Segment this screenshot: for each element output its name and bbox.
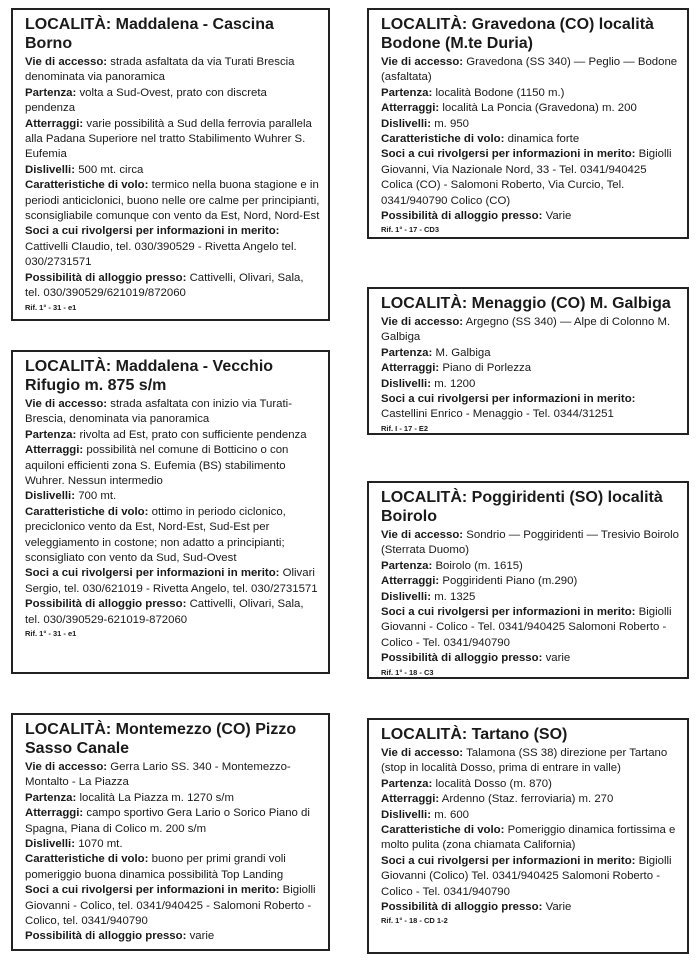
dislivelli-value: m. 600 bbox=[434, 808, 470, 821]
atterraggi-value: possibilità nel comune di Botticino o con aquiloni efficienti zona S. Eufemia (BS) stabilimento Wuhrer. Nessun intermedio bbox=[25, 444, 289, 488]
soci-value: Bigiolli Giovanni, Via Nazionale Nord, 33 - Tel. 0341/940425 Colica (CO) - Salomoni Roberto, Via Curcio, Tel. 0341/940790 Colico (CO) bbox=[381, 148, 672, 207]
soci-label: Soci a cui rivolgersi per informazioni in merito: bbox=[25, 567, 280, 580]
partenza bbox=[25, 86, 320, 117]
caratteristiche-di-volo bbox=[381, 823, 679, 854]
dislivelli-label: Dislivelli: bbox=[25, 490, 76, 503]
alloggio-label: Possibilità di alloggio presso: bbox=[381, 210, 543, 223]
soci-label: Soci a cui rivolgersi per informazioni in merito: bbox=[381, 148, 636, 161]
soci-label: Soci a cui rivolgersi per informazioni in merito: bbox=[25, 884, 280, 897]
soci bbox=[25, 883, 320, 929]
card-montemezzo bbox=[11, 713, 330, 951]
vie-value: strada asfaltata con inizio via Turati-Brescia, denominata via panoramica bbox=[25, 398, 292, 426]
partenza-label: Partenza: bbox=[25, 428, 77, 441]
soci bbox=[381, 392, 679, 423]
caratteristiche-di-volo bbox=[25, 852, 320, 883]
soci-value: Bigiolli Giovanni (Colico) Tel. 0341/940425 Salomoni Roberto - Colico - Tel. 0341/940790 bbox=[381, 854, 672, 898]
partenza-label: Partenza: bbox=[25, 86, 77, 99]
soci-label: Soci a cui rivolgersi per informazioni in merito: bbox=[381, 393, 636, 406]
card-gravedona bbox=[367, 8, 689, 239]
caratteristiche-value: ottimo in periodo ciclonico, preciclonico vento da Est, Nord-Est, Sud-Est per veleggiamento in costone; non adatto a principianti; sconsigliato con vento da Sud, Sud-Ovest bbox=[25, 505, 286, 565]
partenza bbox=[25, 791, 320, 806]
soci-label: Soci a cui rivolgersi per informazioni in merito: bbox=[381, 854, 636, 867]
vie-value: strada asfaltata da via Turati Brescia denominata via panoramica bbox=[25, 56, 295, 84]
vie-value: Talamona (SS 38) direzione per Tartano (stop in località Dosso, prima di entrare in valle) bbox=[381, 747, 668, 775]
card-maddalena-vecchio-rifugio bbox=[11, 350, 330, 674]
atterraggi bbox=[381, 792, 679, 807]
partenza-label: Partenza: bbox=[381, 777, 433, 790]
soci-label: Soci a cui rivolgersi per informazioni in merito: bbox=[381, 606, 636, 619]
partenza bbox=[381, 346, 679, 361]
partenza-label: Partenza: bbox=[381, 559, 433, 572]
dislivelli-value: m. 1200 bbox=[434, 377, 476, 390]
soci bbox=[25, 224, 320, 270]
card-maddalena-cascina-borno bbox=[11, 8, 330, 321]
vie-value: Sondrio — Poggiridenti — Tresivio Boirolo (Sterrata Duomo) bbox=[381, 529, 680, 557]
caratteristiche-label: Caratteristiche di volo: bbox=[25, 505, 149, 518]
alloggio-label: Possibilità di alloggio presso: bbox=[25, 598, 187, 611]
caratteristiche-di-volo bbox=[25, 505, 320, 567]
dislivelli bbox=[25, 489, 320, 504]
vie-label: Vie di accesso: bbox=[381, 747, 464, 759]
caratteristiche-label: Caratteristiche di volo: bbox=[381, 824, 505, 837]
caratteristiche-value: termico nella buona stagione e in periodi anticiclonici, buono nelle ore calme per principianti, sconsigliabile comunque con vento da Est, Nord, Nord-Est bbox=[25, 179, 320, 223]
vie-label: Vie di accesso: bbox=[25, 56, 108, 68]
card-tartano bbox=[367, 718, 689, 954]
alloggio-label: Possibilità di alloggio presso: bbox=[381, 901, 543, 914]
partenza-value: località Dosso (m. 870) bbox=[435, 777, 552, 790]
caratteristiche-label: Caratteristiche di volo: bbox=[381, 133, 505, 146]
partenza-value: località Bodone (1150 m.) bbox=[435, 86, 565, 99]
dislivelli-label: Dislivelli: bbox=[381, 117, 432, 130]
partenza-label: Partenza: bbox=[25, 791, 77, 804]
partenza-value: volta a Sud-Ovest, prato con discreta pendenza bbox=[25, 86, 267, 115]
atterraggi-label: Atterraggi: bbox=[381, 362, 440, 375]
alloggio-label: Possibilità di alloggio presso: bbox=[25, 271, 187, 284]
vie-di-accesso bbox=[25, 55, 320, 86]
vie-value: Argegno (SS 340) — Alpe di Colonno M. Galbiga bbox=[381, 316, 671, 344]
card-poggiridenti bbox=[367, 481, 689, 679]
alloggio bbox=[25, 929, 320, 944]
dislivelli bbox=[381, 808, 679, 823]
vie-di-accesso bbox=[381, 746, 679, 777]
card-title: LOCALITÀ: Maddalena - Cascina Borno bbox=[25, 16, 274, 52]
soci bbox=[25, 566, 320, 597]
vie-label: Vie di accesso: bbox=[381, 529, 464, 541]
dislivelli bbox=[381, 377, 679, 392]
atterraggi-value: varie possibilità a Sud della ferrovia parallela alla Padana Superiore nel tratto Stabilimento Wuhrer S. Eufemia bbox=[25, 117, 312, 161]
rif-reference: Rif. 1° - 18 - CD 1-2 bbox=[381, 916, 448, 926]
rif-reference: Rif. I - 17 - E2 bbox=[381, 423, 429, 433]
dislivelli-label: Dislivelli: bbox=[381, 377, 432, 390]
alloggio-value: Varie bbox=[545, 901, 572, 914]
soci-label: Soci a cui rivolgersi per informazioni in merito: bbox=[25, 225, 280, 238]
alloggio bbox=[381, 209, 679, 224]
soci-value: Bigiolli Giovanni - Colico, tel. 0341/940425 - Salomoni Roberto - Colico, tel. 0341/940790 bbox=[25, 884, 316, 928]
partenza-value: rivolta ad Est, prato con sufficiente pendenza bbox=[79, 428, 307, 441]
card-title: LOCALITÀ: Gravedona (CO) località Bodone (M.te Duria) bbox=[381, 16, 654, 52]
soci bbox=[381, 147, 679, 209]
alloggio-value: Cattivelli, Olivari, Sala, tel. 030/390529/621019/872060 bbox=[25, 271, 304, 300]
atterraggi-value: Ardenno (Staz. ferroviaria) m. 270 bbox=[441, 793, 614, 806]
partenza-value: località La Piazza m. 1270 s/m bbox=[79, 791, 234, 804]
alloggio-value: varie bbox=[189, 930, 215, 943]
rif-reference: Rif. 1° - 18 - C3 bbox=[381, 667, 434, 677]
dislivelli-label: Dislivelli: bbox=[25, 163, 76, 176]
caratteristiche-di-volo bbox=[381, 132, 679, 147]
soci-value: Cattivelli Claudio, tel. 030/390529 - Rivetta Angelo tel. 030/2731571 bbox=[25, 240, 297, 269]
rif-reference: Rif. 1° - 31 - e1 bbox=[25, 629, 77, 639]
dislivelli bbox=[25, 163, 320, 178]
caratteristiche-value: Pomeriggio dinamica fortissima e molto pulita (zona chiamata California) bbox=[381, 824, 676, 852]
atterraggi bbox=[381, 574, 679, 589]
atterraggi-value: Poggiridenti Piano (m.290) bbox=[442, 575, 578, 588]
atterraggi-value: Piano di Porlezza bbox=[442, 362, 532, 375]
atterraggi-value: campo sportivo Gera Lario o Sorico Piano di Spagna, Piana di Colico m. 200 s/m bbox=[25, 807, 310, 835]
atterraggi-label: Atterraggi: bbox=[25, 807, 84, 820]
alloggio bbox=[25, 597, 320, 628]
partenza-value: M. Galbiga bbox=[435, 346, 491, 359]
card-menaggio bbox=[367, 287, 689, 435]
dislivelli-value: 700 mt. bbox=[78, 490, 117, 503]
dislivelli bbox=[381, 590, 679, 605]
atterraggi bbox=[381, 361, 679, 376]
alloggio-label: Possibilità di alloggio presso: bbox=[381, 652, 543, 665]
atterraggi-label: Atterraggi: bbox=[381, 102, 440, 115]
atterraggi bbox=[25, 117, 320, 163]
partenza bbox=[381, 559, 679, 574]
partenza bbox=[381, 777, 679, 792]
vie-di-accesso bbox=[381, 55, 679, 86]
dislivelli-value: m. 950 bbox=[434, 117, 470, 130]
alloggio bbox=[25, 271, 320, 302]
vie-di-accesso bbox=[25, 760, 320, 791]
partenza-label: Partenza: bbox=[381, 346, 433, 359]
atterraggi-value: località La Poncia (Gravedona) m. 200 bbox=[442, 102, 637, 115]
soci bbox=[381, 605, 679, 651]
alloggio bbox=[381, 651, 679, 666]
vie-label: Vie di accesso: bbox=[381, 56, 464, 68]
dislivelli-value: m. 1325 bbox=[434, 590, 476, 603]
atterraggi-label: Atterraggi: bbox=[25, 444, 84, 457]
soci bbox=[381, 854, 679, 900]
dislivelli-value: 500 mt. circa bbox=[78, 163, 144, 176]
dislivelli-label: Dislivelli: bbox=[381, 808, 432, 821]
card-title: LOCALITÀ: Tartano (SO) bbox=[381, 726, 568, 743]
caratteristiche-di-volo bbox=[25, 178, 320, 224]
atterraggi-label: Atterraggi: bbox=[381, 575, 440, 588]
vie-label: Vie di accesso: bbox=[381, 316, 464, 328]
dislivelli bbox=[25, 837, 320, 852]
alloggio bbox=[381, 900, 679, 915]
atterraggi bbox=[25, 806, 320, 837]
soci-value: Bigiolli Giovanni - Colico - Tel. 0341/940425 Salomoni Roberto - Colico - Tel. 0341/940790 bbox=[381, 606, 672, 649]
vie-label: Vie di accesso: bbox=[25, 761, 108, 773]
soci-value: Castellini Enrico - Menaggio - Tel. 0344/31251 bbox=[381, 408, 614, 421]
dislivelli-label: Dislivelli: bbox=[381, 590, 432, 603]
card-title: LOCALITÀ: Maddalena - Vecchio Rifugio m. 875 s/m bbox=[25, 358, 274, 394]
alloggio-label: Possibilità di alloggio presso: bbox=[25, 930, 187, 943]
dislivelli bbox=[381, 117, 679, 132]
caratteristiche-value: dinamica forte bbox=[507, 133, 580, 146]
caratteristiche-label: Caratteristiche di volo: bbox=[25, 853, 149, 866]
caratteristiche-value: buono per primi grandi voli pomeriggio buona dinamica possibilità Top Landing bbox=[25, 853, 286, 881]
alloggio-value: Varie bbox=[545, 210, 572, 223]
atterraggi-label: Atterraggi: bbox=[25, 117, 84, 130]
vie-label: Vie di accesso: bbox=[25, 398, 108, 410]
caratteristiche-label: Caratteristiche di volo: bbox=[25, 179, 149, 192]
card-title: LOCALITÀ: Menaggio (CO) M. Galbiga bbox=[381, 295, 671, 312]
vie-value: Gravedona (SS 340) — Peglio — Bodone (asfaltata) bbox=[381, 56, 678, 84]
alloggio-value: varie bbox=[545, 652, 571, 665]
vie-di-accesso bbox=[25, 397, 320, 428]
atterraggi bbox=[25, 443, 320, 489]
partenza-label: Partenza: bbox=[381, 86, 433, 99]
rif-reference: Rif. 1° - 17 - CD3 bbox=[381, 225, 440, 235]
partenza bbox=[381, 86, 679, 101]
rif-reference: Rif. 1° - 31 - e1 bbox=[25, 302, 77, 312]
partenza-value: Boirolo (m. 1615) bbox=[435, 559, 523, 572]
partenza bbox=[25, 428, 320, 443]
vie-di-accesso bbox=[381, 528, 679, 559]
vie-value: Gerra Lario SS. 340 - Montemezzo-Montalto - La Piazza bbox=[25, 761, 291, 789]
card-title: LOCALITÀ: Poggiridenti (SO) località Boirolo bbox=[381, 489, 663, 525]
alloggio-value: Cattivelli, Olivari, Sala, tel. 030/390529-621019-872060 bbox=[25, 598, 304, 626]
vie-di-accesso bbox=[381, 315, 679, 346]
atterraggi bbox=[381, 101, 679, 116]
dislivelli-label: Dislivelli: bbox=[25, 838, 76, 851]
dislivelli-value: 1070 mt. bbox=[78, 838, 123, 851]
soci-value: Olivari Sergio, tel. 030/621019 - Rivetta Angelo, tel. 030/2731571 bbox=[25, 567, 318, 595]
card-title: LOCALITÀ: Montemezzo (CO) Pizzo Sasso Canale bbox=[25, 721, 297, 757]
atterraggi-label: Atterraggi: bbox=[381, 793, 440, 806]
